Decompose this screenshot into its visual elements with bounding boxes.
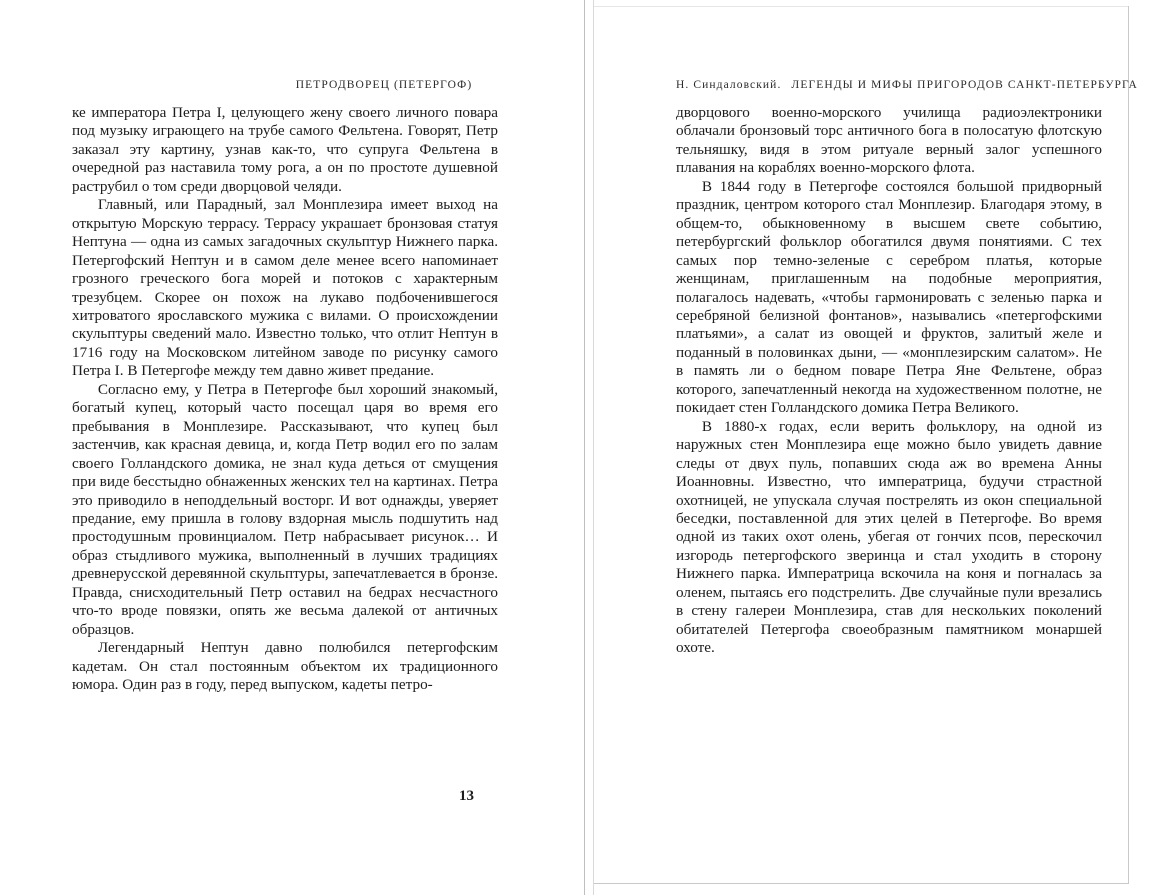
paragraph: В 1844 году в Петергофе состоялся большой придворный праздник, центром которого стал Монплезир. Благодаря этому, в общем-то, обыкновенному в высшем свете событию, петербургский фольклор обогатился двумя понятиями. С тех самых пор темно-зеленые с серебром платья, которые женщинам, приглашенным на подобные мероприятия, полагалось надевать, «чтобы гармонировать с зеленью парка и серебряной белизной фонтанов», назывались «петергофскими платьями», а салат из овощей и фруктов, залитый желе и поданный в половинках дыни, — «монплезирским салатом». Не в память ли о бедном поваре Петра Яне Фельтене, образ которого, запечатленный некогда на художественном полотне, не покидает стен Голландского домика Петра Великого. <box>676 177 1102 417</box>
gutter-edge-line <box>593 0 594 895</box>
paragraph: дворцового военно-морского училища радиоэлектроники облачали бронзовый торс античного бога в полосатую флотскую тельняшку, видя в этом ритуале верный залог успешного плавания на кораблях военно-морского флота. <box>676 104 1102 177</box>
paragraph: Согласно ему, у Петра в Петергофе был хороший знакомый, богатый купец, который часто посещал царя во время его пребывания в Монплезире. Рассказывают, что купец был застенчив, как красная девица, и, когда Петр водил его по залам своего Голландского домика, не знал куда деться от смущения при виде бесстыдно обнаженных женских тел на картинах. Петра это приводило в неподдельный восторг. И вот однажды, уверяет предание, ему пришла в голову вздорная мысль подшутить над простодушным провинциалом. Петр набрасывает рисунок… И образ стыдливого мужика, выполненный в лучших традициях древнерусской деревянной скульптуры, запечатлевается в бронзе. Правда, снисходительный Петр оставил на бедрах несчастного что-то вроде повязки, опять же весьма далекой от античных образцов. <box>72 380 498 638</box>
running-head-left: ПЕТРОДВОРЕЦ (ПЕТЕРГОФ) <box>295 79 473 91</box>
page-number: 13 <box>459 788 474 804</box>
right-page-bottom-edge <box>594 883 1128 884</box>
paragraph: Легендарный Нептун давно полюбился петергофским кадетам. Он стал постоянным объектом их традиционного юмора. Один раз в году, перед выпуском, кадеты петро- <box>72 639 498 694</box>
right-page-top-edge <box>594 6 1128 7</box>
paragraph: Главный, или Парадный, зал Монплезира имеет выход на открытую Морскую террасу. Террасу украшает бронзовая статуя Нептуна — одна из самых загадочных скульптур Нижнего парка. Петергофский Нептун и в самом деле менее всего напоминает грозного греческого бога морей и потоков с характерным трезубцем. Скорее он похож на лукаво подбоченившегося хитроватого ярославского мужика с вилами. О происхождении скульптуры сведений мало. Известно только, что отлит Нептун в 1716 году на Московском литейном заводе по рисунку самого Петра I. В Петергофе между тем давно живет предание. <box>72 196 498 380</box>
running-head-title: ЛЕГЕНДЫ И МИФЫ ПРИГОРОДОВ САНКТ-ПЕТЕРБУРГА <box>791 79 1138 91</box>
right-page-text <box>676 104 1102 658</box>
paragraph: ке императора Петра I, целующего жену своего личного повара под музыку играющего на трубе самого Фельтена. Говорят, Петр заказал эту картину, узнав как-то, что супруга Фельтена в очередной раз наставила тому рога, а он по простоте душевной раструбил о том среди дворцовой челяди. <box>72 104 498 195</box>
running-head-author: Н. Синдаловский. <box>676 79 782 91</box>
paragraph: В 1880-х годах, если верить фольклору, на одной из наружных стен Монплезира еще можно было увидеть давние следы от двух пуль, попавших сюда аж во времена Анны Иоанновны. Известно, что императрица, будучи страстной охотницей, не упускала случая пострелять из окон специальной беседки, поставленной для этих целей в Петергофе. Во время одной из таких охот олень, убегая от гончих псов, перескочил изгородь петергофского зверинца и стал уходить в сторону Нижнего парка. Императрица вскочила на коня и погналась за оленем, пытаясь его подстрелить. Две случайные пули врезались в стену галереи Монплезира, став для нескольких поколений обитателей Петергофа своеобразным памятником монаршей охоте. <box>676 417 1102 657</box>
right-page-right-edge <box>1128 6 1129 884</box>
gutter-edge-line <box>584 0 585 895</box>
running-head-right <box>676 79 1138 91</box>
left-page-text <box>72 104 498 695</box>
